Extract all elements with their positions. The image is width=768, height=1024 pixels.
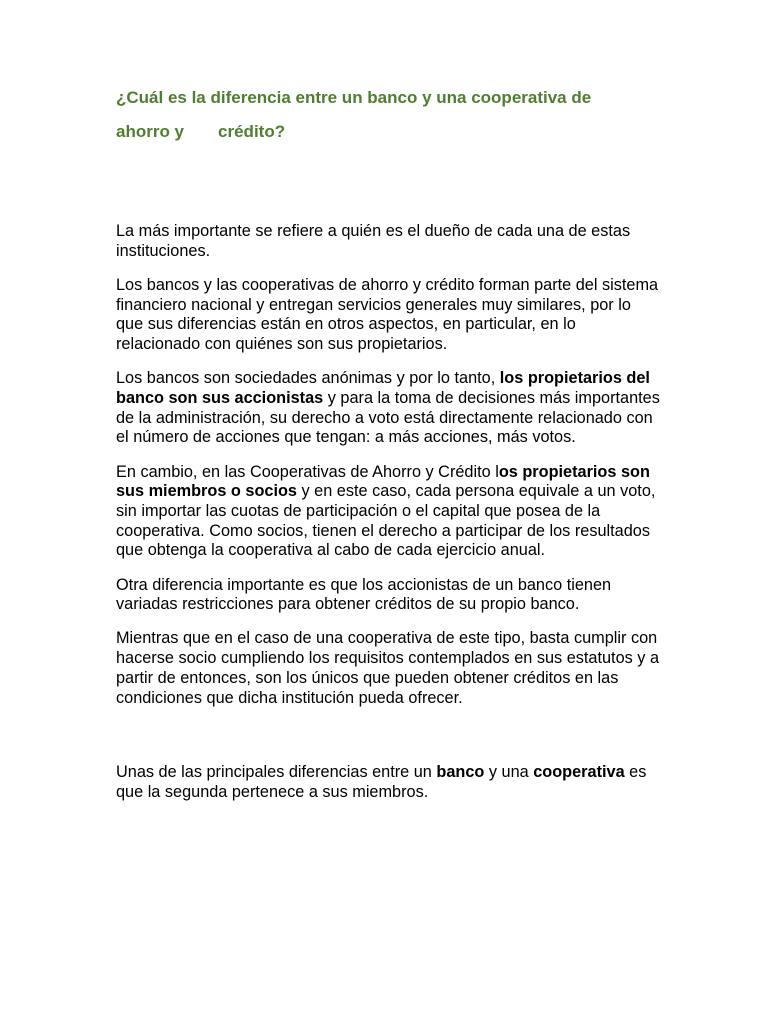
paragraph-summary-text-c: es que la segunda pertenece a sus miembros. bbox=[116, 763, 647, 801]
title-line-1: ¿Cuál es la diferencia entre un banco y una cooperativa de bbox=[116, 88, 592, 107]
paragraph-banks-text-b: y para la toma de decisiones más importantes de la administración, su derecho a voto está directamente relacionado con el número de acciones que tengan: a más acciones, más votos. bbox=[116, 388, 660, 447]
paragraph-summary bbox=[116, 763, 661, 802]
paragraph-coops-text-a: En cambio, en las Cooperativas de Ahorro y Crédito l bbox=[116, 462, 499, 481]
paragraph-coops-text-b: y en este caso, cada persona equivale a un voto, sin importar las cuotas de participación o el capital que posea de la cooperativa. Como socios, tienen el derecho a participar de los resultados que obtenga la cooperativa al cabo de cada ejercicio anual. bbox=[116, 482, 656, 560]
paragraph-cooperatives-owners bbox=[116, 463, 661, 562]
paragraph-banks-text-a: Los bancos son sociedades anónimas y por lo tanto, bbox=[116, 369, 500, 388]
paragraph-summary-bold-banco: banco bbox=[436, 763, 485, 782]
paragraph-owner-question: La más importante se refiere a quién es el dueño de cada una de estas instituciones. bbox=[116, 222, 631, 260]
paragraph-coops-bold: os propietarios son sus miembros o socios bbox=[116, 462, 650, 501]
paragraph-financial-system: Los bancos y las cooperativas de ahorro y crédito forman parte del sistema financiero nacional y entregan servicios generales muy similares, por lo que sus diferencias están en otros aspectos, en particular, en lo relacionado con quiénes son sus propietarios. bbox=[116, 275, 659, 354]
paragraph-member-credits: Mientras que en el caso de una cooperativa de este tipo, basta cumplir con hacerse socio cumpliendo los requisitos contemplados en sus estatutos y a partir de entonces, son los únicos que pueden obtener créditos en las condiciones que dicha institución pueda ofrecer. bbox=[116, 629, 660, 707]
paragraph-banks-owners bbox=[116, 369, 661, 448]
document-title bbox=[116, 84, 676, 152]
title-line-2-part-a: ahorro y bbox=[116, 122, 185, 141]
title-line-2-part-b: crédito? bbox=[218, 122, 286, 141]
paragraph-summary-text-a: Unas de las principales diferencias entre un bbox=[116, 763, 437, 782]
title-line-2 bbox=[116, 118, 676, 152]
paragraph-shareholder-restrictions: Otra diferencia importante es que los accionistas de un banco tienen variadas restricciones para obtener créditos de su propio banco. bbox=[116, 575, 612, 614]
paragraph-banks-bold: los propietarios del banco son sus accionistas bbox=[116, 369, 650, 407]
paragraph-summary-text-b: y una bbox=[484, 763, 534, 782]
paragraph-summary-bold-cooperativa: cooperativa bbox=[533, 763, 625, 782]
document-body bbox=[116, 222, 661, 817]
